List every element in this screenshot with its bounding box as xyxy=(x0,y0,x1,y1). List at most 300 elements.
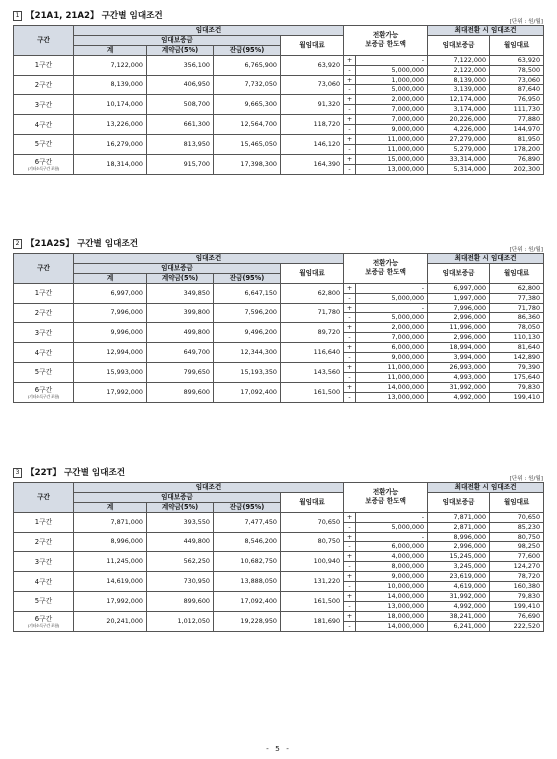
header-total: 계 xyxy=(74,502,147,512)
minus-sign-cell: - xyxy=(344,144,356,154)
table-row xyxy=(14,75,544,85)
max-deposit-cell: 7,122,000 xyxy=(428,55,490,65)
minus-sign-cell: - xyxy=(344,542,356,552)
minus-sign-cell: - xyxy=(344,353,356,363)
unit-label: [단위 : 원/월] xyxy=(509,19,543,25)
deposit-total-cell: 17,992,000 xyxy=(74,591,147,611)
minus-sign-cell: - xyxy=(344,313,356,323)
minus-sign-cell: - xyxy=(344,582,356,592)
gu-note: (기타소득구간 포함) xyxy=(27,165,60,171)
max-deposit-cell: 4,992,000 xyxy=(428,392,490,402)
deposit-total-cell: 11,245,000 xyxy=(74,552,147,572)
conversion-amount-cell: 14,000,000 xyxy=(356,382,428,392)
balance-cell: 13,888,050 xyxy=(214,572,281,592)
minus-sign-cell: - xyxy=(344,372,356,382)
max-rent-cell: 77,600 xyxy=(490,552,544,562)
plus-sign-cell: + xyxy=(344,323,356,333)
max-rent-cell: 80,750 xyxy=(490,532,544,542)
conversion-amount-cell: 11,000,000 xyxy=(356,372,428,382)
table-row xyxy=(14,303,544,313)
deposit-total-cell: 7,996,000 xyxy=(74,303,147,323)
gu-note: (기타소득구간 포함) xyxy=(27,393,60,399)
table-row xyxy=(14,343,544,353)
max-deposit-cell: 38,241,000 xyxy=(428,611,490,621)
contract-cell: 499,800 xyxy=(147,323,214,343)
header-max-conversion: 최대전환 시 임대조건 xyxy=(428,483,544,493)
max-deposit-cell: 3,994,000 xyxy=(428,353,490,363)
max-rent-cell: 79,390 xyxy=(490,362,544,372)
max-rent-cell: 76,890 xyxy=(490,154,544,164)
plus-sign-cell: + xyxy=(344,115,356,125)
lease-conditions-table xyxy=(13,25,544,175)
max-rent-cell: 110,130 xyxy=(490,333,544,343)
max-deposit-cell: 31,992,000 xyxy=(428,382,490,392)
deposit-total-cell: 15,993,000 xyxy=(74,362,147,382)
deposit-total-cell: 8,139,000 xyxy=(74,75,147,95)
max-rent-cell: 175,640 xyxy=(490,372,544,382)
max-rent-cell: 160,380 xyxy=(490,582,544,592)
deposit-total-cell: 10,174,000 xyxy=(74,95,147,115)
max-deposit-cell: 6,997,000 xyxy=(428,283,490,293)
conversion-amount-cell: - xyxy=(356,283,428,293)
table-row xyxy=(14,512,544,522)
deposit-total-cell: 9,996,000 xyxy=(74,323,147,343)
gu-label: 1구간 xyxy=(34,61,53,70)
max-deposit-cell: 31,992,000 xyxy=(428,591,490,601)
contract-cell: 1,012,050 xyxy=(147,611,214,631)
contract-cell: 915,700 xyxy=(147,154,214,174)
section-title xyxy=(13,9,163,21)
section-1 xyxy=(13,9,543,175)
section-title-text: 【21A2S】 구간별 임대조건 xyxy=(26,239,139,249)
contract-cell: 349,850 xyxy=(147,283,214,303)
header-monthly-rent: 월임대료 xyxy=(281,35,344,55)
header-max-deposit: 임대보증금 xyxy=(428,492,490,512)
balance-cell: 17,092,400 xyxy=(214,382,281,402)
rent-cell: 146,120 xyxy=(281,134,344,154)
max-deposit-cell: 12,174,000 xyxy=(428,95,490,105)
gu-cell xyxy=(14,154,74,174)
rent-cell: 143,560 xyxy=(281,362,344,382)
conversion-amount-cell: - xyxy=(356,532,428,542)
contract-cell: 661,300 xyxy=(147,115,214,135)
max-deposit-cell: 27,279,000 xyxy=(428,134,490,144)
gu-label: 1구간 xyxy=(34,518,53,527)
header-gu: 구간 xyxy=(14,254,74,284)
header-lease-conditions: 임대조건 xyxy=(74,26,344,36)
balance-cell: 10,682,750 xyxy=(214,552,281,572)
plus-sign-cell: + xyxy=(344,134,356,144)
table-row xyxy=(14,115,544,125)
gu-label: 5구간 xyxy=(34,368,53,377)
plus-sign-cell: + xyxy=(344,303,356,313)
plus-sign-cell: + xyxy=(344,154,356,164)
rent-cell: 118,720 xyxy=(281,115,344,135)
gu-cell xyxy=(14,343,74,363)
contract-cell: 449,800 xyxy=(147,532,214,552)
plus-sign-cell: + xyxy=(344,532,356,542)
balance-cell: 17,398,300 xyxy=(214,154,281,174)
max-rent-cell: 62,800 xyxy=(490,283,544,293)
max-rent-cell: 98,250 xyxy=(490,542,544,552)
balance-cell: 8,546,200 xyxy=(214,532,281,552)
minus-sign-cell: - xyxy=(344,333,356,343)
table-row xyxy=(14,134,544,144)
gu-cell xyxy=(14,115,74,135)
conversion-amount-cell: 11,000,000 xyxy=(356,134,428,144)
deposit-total-cell: 12,994,000 xyxy=(74,343,147,363)
minus-sign-cell: - xyxy=(344,125,356,135)
gu-cell xyxy=(14,512,74,532)
gu-label: 3구간 xyxy=(34,328,53,337)
minus-sign-cell: - xyxy=(344,562,356,572)
rent-cell: 116,640 xyxy=(281,343,344,363)
max-rent-cell: 111,730 xyxy=(490,105,544,115)
max-deposit-cell: 4,992,000 xyxy=(428,601,490,611)
header-conversion-limit: 전환가능 보증금 한도액 xyxy=(344,254,428,284)
header-balance: 잔금(95%) xyxy=(214,273,281,283)
header-balance: 잔금(95%) xyxy=(214,502,281,512)
balance-cell: 19,228,950 xyxy=(214,611,281,631)
max-deposit-cell: 8,139,000 xyxy=(428,75,490,85)
balance-cell: 9,496,200 xyxy=(214,323,281,343)
conversion-amount-cell: 13,000,000 xyxy=(356,392,428,402)
rent-cell: 70,650 xyxy=(281,512,344,532)
max-deposit-cell: 4,619,000 xyxy=(428,582,490,592)
gu-label: 4구간 xyxy=(34,348,53,357)
conversion-amount-cell: 7,000,000 xyxy=(356,115,428,125)
gu-label: 6구간 xyxy=(34,157,53,166)
max-deposit-cell: 7,871,000 xyxy=(428,512,490,522)
minus-sign-cell: - xyxy=(344,522,356,532)
header-conversion-limit: 전환가능 보증금 한도액 xyxy=(344,26,428,56)
gu-cell xyxy=(14,303,74,323)
section-number-box: 1 xyxy=(13,11,22,21)
deposit-total-cell: 7,122,000 xyxy=(74,55,147,75)
max-rent-cell: 87,640 xyxy=(490,85,544,95)
section-title xyxy=(13,237,138,249)
conversion-amount-cell: 11,000,000 xyxy=(356,144,428,154)
max-deposit-cell: 11,996,000 xyxy=(428,323,490,333)
contract-cell: 730,950 xyxy=(147,572,214,592)
max-rent-cell: 202,300 xyxy=(490,164,544,174)
max-deposit-cell: 6,241,000 xyxy=(428,621,490,631)
contract-cell: 799,650 xyxy=(147,362,214,382)
max-rent-cell: 77,880 xyxy=(490,115,544,125)
header-lease-conditions: 임대조건 xyxy=(74,483,344,493)
contract-cell: 399,800 xyxy=(147,303,214,323)
gu-cell xyxy=(14,134,74,154)
max-deposit-cell: 2,996,000 xyxy=(428,333,490,343)
plus-sign-cell: + xyxy=(344,55,356,65)
minus-sign-cell: - xyxy=(344,164,356,174)
contract-cell: 508,700 xyxy=(147,95,214,115)
gu-label: 2구간 xyxy=(34,537,53,546)
balance-cell: 9,665,300 xyxy=(214,95,281,115)
gu-cell xyxy=(14,283,74,303)
header-lease-conditions: 임대조건 xyxy=(74,254,344,264)
rent-cell: 63,920 xyxy=(281,55,344,75)
gu-label: 4구간 xyxy=(34,120,53,129)
conversion-amount-cell: 18,000,000 xyxy=(356,611,428,621)
gu-label: 2구간 xyxy=(34,308,53,317)
header-total: 계 xyxy=(74,273,147,283)
table-row xyxy=(14,154,544,164)
plus-sign-cell: + xyxy=(344,343,356,353)
max-deposit-cell: 20,226,000 xyxy=(428,115,490,125)
header-max-monthly-rent: 월임대료 xyxy=(490,35,544,55)
max-deposit-cell: 7,996,000 xyxy=(428,303,490,313)
balance-cell: 15,465,050 xyxy=(214,134,281,154)
max-rent-cell: 78,500 xyxy=(490,65,544,75)
conversion-amount-cell: 2,000,000 xyxy=(356,323,428,333)
max-rent-cell: 144,970 xyxy=(490,125,544,135)
deposit-total-cell: 13,226,000 xyxy=(74,115,147,135)
deposit-total-cell: 20,241,000 xyxy=(74,611,147,631)
max-rent-cell: 142,890 xyxy=(490,353,544,363)
minus-sign-cell: - xyxy=(344,293,356,303)
conversion-amount-cell: 9,000,000 xyxy=(356,125,428,135)
max-rent-cell: 124,270 xyxy=(490,562,544,572)
max-deposit-cell: 4,993,000 xyxy=(428,372,490,382)
rent-cell: 73,060 xyxy=(281,75,344,95)
balance-cell: 17,092,400 xyxy=(214,591,281,611)
conversion-amount-cell: - xyxy=(356,512,428,522)
rent-cell: 161,500 xyxy=(281,591,344,611)
gu-label: 6구간 xyxy=(34,385,53,394)
header-conversion-limit: 전환가능 보증금 한도액 xyxy=(344,483,428,513)
gu-note: (기타소득구간 포함) xyxy=(27,622,60,628)
table-row xyxy=(14,55,544,65)
conversion-amount-cell: 2,000,000 xyxy=(356,95,428,105)
max-deposit-cell: 5,314,000 xyxy=(428,164,490,174)
gu-label: 4구간 xyxy=(34,577,53,586)
max-deposit-cell: 3,245,000 xyxy=(428,562,490,572)
conversion-amount-cell: 6,000,000 xyxy=(356,542,428,552)
gu-label: 2구간 xyxy=(34,80,53,89)
max-rent-cell: 81,640 xyxy=(490,343,544,353)
plus-sign-cell: + xyxy=(344,611,356,621)
deposit-total-cell: 18,314,000 xyxy=(74,154,147,174)
max-deposit-cell: 2,122,000 xyxy=(428,65,490,75)
minus-sign-cell: - xyxy=(344,392,356,402)
conversion-amount-cell: 5,000,000 xyxy=(356,65,428,75)
minus-sign-cell: - xyxy=(344,621,356,631)
contract-cell: 899,600 xyxy=(147,591,214,611)
deposit-total-cell: 14,619,000 xyxy=(74,572,147,592)
lease-conditions-table xyxy=(13,253,544,403)
max-rent-cell: 86,360 xyxy=(490,313,544,323)
balance-cell: 7,596,200 xyxy=(214,303,281,323)
deposit-total-cell: 16,279,000 xyxy=(74,134,147,154)
conversion-amount-cell: 7,000,000 xyxy=(356,105,428,115)
table-row xyxy=(14,283,544,293)
plus-sign-cell: + xyxy=(344,283,356,293)
plus-sign-cell: + xyxy=(344,512,356,522)
conversion-amount-cell: 10,000,000 xyxy=(356,582,428,592)
gu-label: 5구간 xyxy=(34,140,53,149)
minus-sign-cell: - xyxy=(344,85,356,95)
conversion-amount-cell: 14,000,000 xyxy=(356,621,428,631)
rent-cell: 71,780 xyxy=(281,303,344,323)
conversion-amount-cell: 5,000,000 xyxy=(356,313,428,323)
table-row xyxy=(14,382,544,392)
header-contract: 계약금(5%) xyxy=(147,45,214,55)
max-deposit-cell: 26,993,000 xyxy=(428,362,490,372)
max-rent-cell: 199,410 xyxy=(490,601,544,611)
unit-label: [단위 : 원/월] xyxy=(509,476,543,482)
plus-sign-cell: + xyxy=(344,552,356,562)
max-deposit-cell: 5,279,000 xyxy=(428,144,490,154)
conversion-amount-cell: 9,000,000 xyxy=(356,572,428,582)
gu-cell xyxy=(14,552,74,572)
contract-cell: 393,550 xyxy=(147,512,214,532)
table-row xyxy=(14,95,544,105)
section-title-text: 【21A1, 21A2】 구간별 임대조건 xyxy=(26,11,163,21)
max-rent-cell: 79,830 xyxy=(490,382,544,392)
gu-cell xyxy=(14,572,74,592)
plus-sign-cell: + xyxy=(344,75,356,85)
max-deposit-cell: 23,619,000 xyxy=(428,572,490,582)
conversion-amount-cell: 9,000,000 xyxy=(356,353,428,363)
table-row xyxy=(14,323,544,333)
contract-cell: 406,950 xyxy=(147,75,214,95)
balance-cell: 15,193,350 xyxy=(214,362,281,382)
gu-cell xyxy=(14,75,74,95)
contract-cell: 899,600 xyxy=(147,382,214,402)
lease-conditions-table xyxy=(13,482,544,632)
max-deposit-cell: 8,996,000 xyxy=(428,532,490,542)
header-contract: 계약금(5%) xyxy=(147,502,214,512)
table-row xyxy=(14,552,544,562)
conversion-amount-cell: 7,000,000 xyxy=(356,333,428,343)
header-deposit-group: 임대보증금 xyxy=(74,35,281,45)
plus-sign-cell: + xyxy=(344,95,356,105)
max-rent-cell: 77,380 xyxy=(490,293,544,303)
gu-cell xyxy=(14,362,74,382)
max-rent-cell: 78,050 xyxy=(490,323,544,333)
balance-cell: 6,647,150 xyxy=(214,283,281,303)
rent-cell: 89,720 xyxy=(281,323,344,343)
max-rent-cell: 81,950 xyxy=(490,134,544,144)
gu-label: 1구간 xyxy=(34,289,53,298)
section-title xyxy=(13,466,125,478)
header-max-monthly-rent: 월임대료 xyxy=(490,263,544,283)
max-rent-cell: 222,520 xyxy=(490,621,544,631)
contract-cell: 356,100 xyxy=(147,55,214,75)
conversion-amount-cell: 14,000,000 xyxy=(356,591,428,601)
max-deposit-cell: 15,245,000 xyxy=(428,552,490,562)
max-deposit-cell: 4,226,000 xyxy=(428,125,490,135)
header-max-deposit: 임대보증금 xyxy=(428,35,490,55)
max-rent-cell: 76,690 xyxy=(490,611,544,621)
rent-cell: 161,500 xyxy=(281,382,344,402)
conversion-amount-cell: 5,000,000 xyxy=(356,85,428,95)
conversion-amount-cell: 5,000,000 xyxy=(356,522,428,532)
max-rent-cell: 71,780 xyxy=(490,303,544,313)
plus-sign-cell: + xyxy=(344,591,356,601)
max-deposit-cell: 2,996,000 xyxy=(428,542,490,552)
header-max-conversion: 최대전환 시 임대조건 xyxy=(428,26,544,36)
gu-cell xyxy=(14,382,74,402)
conversion-amount-cell: 5,000,000 xyxy=(356,293,428,303)
table-row xyxy=(14,591,544,601)
section-title-text: 【22T】 구간별 임대조건 xyxy=(26,468,126,478)
max-rent-cell: 85,230 xyxy=(490,522,544,532)
max-deposit-cell: 2,996,000 xyxy=(428,313,490,323)
gu-cell xyxy=(14,611,74,631)
balance-cell: 7,477,450 xyxy=(214,512,281,532)
section-3 xyxy=(13,466,543,632)
gu-cell xyxy=(14,532,74,552)
section-number-box: 3 xyxy=(13,468,22,478)
page-number: - 5 - xyxy=(266,744,291,753)
conversion-amount-cell: 6,000,000 xyxy=(356,343,428,353)
rent-cell: 62,800 xyxy=(281,283,344,303)
gu-label: 3구간 xyxy=(34,557,53,566)
gu-label: 3구간 xyxy=(34,100,53,109)
unit-label: [단위 : 원/월] xyxy=(509,247,543,253)
max-deposit-cell: 3,174,000 xyxy=(428,105,490,115)
deposit-total-cell: 6,997,000 xyxy=(74,283,147,303)
table-row xyxy=(14,572,544,582)
section-2 xyxy=(13,237,543,403)
plus-sign-cell: + xyxy=(344,382,356,392)
deposit-total-cell: 8,996,000 xyxy=(74,532,147,552)
max-deposit-cell: 18,994,000 xyxy=(428,343,490,353)
conversion-amount-cell: 1,000,000 xyxy=(356,75,428,85)
max-rent-cell: 178,200 xyxy=(490,144,544,154)
rent-cell: 181,690 xyxy=(281,611,344,631)
plus-sign-cell: + xyxy=(344,362,356,372)
gu-label: 5구간 xyxy=(34,597,53,606)
gu-cell xyxy=(14,591,74,611)
minus-sign-cell: - xyxy=(344,105,356,115)
conversion-amount-cell: - xyxy=(356,303,428,313)
gu-cell xyxy=(14,323,74,343)
table-row xyxy=(14,532,544,542)
balance-cell: 7,732,050 xyxy=(214,75,281,95)
header-gu: 구간 xyxy=(14,483,74,513)
conversion-amount-cell: 8,000,000 xyxy=(356,562,428,572)
plus-sign-cell: + xyxy=(344,572,356,582)
max-rent-cell: 78,720 xyxy=(490,572,544,582)
rent-cell: 100,940 xyxy=(281,552,344,572)
contract-cell: 562,250 xyxy=(147,552,214,572)
conversion-amount-cell: 13,000,000 xyxy=(356,164,428,174)
gu-cell xyxy=(14,55,74,75)
header-gu: 구간 xyxy=(14,26,74,56)
max-rent-cell: 76,950 xyxy=(490,95,544,105)
gu-cell xyxy=(14,95,74,115)
header-deposit-group: 임대보증금 xyxy=(74,263,281,273)
header-deposit-group: 임대보증금 xyxy=(74,492,281,502)
header-monthly-rent: 월임대료 xyxy=(281,263,344,283)
header-contract: 계약금(5%) xyxy=(147,273,214,283)
balance-cell: 12,344,300 xyxy=(214,343,281,363)
max-rent-cell: 70,650 xyxy=(490,512,544,522)
max-rent-cell: 63,920 xyxy=(490,55,544,65)
deposit-total-cell: 7,871,000 xyxy=(74,512,147,532)
rent-cell: 131,220 xyxy=(281,572,344,592)
minus-sign-cell: - xyxy=(344,601,356,611)
rent-cell: 91,320 xyxy=(281,95,344,115)
max-rent-cell: 79,830 xyxy=(490,591,544,601)
max-deposit-cell: 33,314,000 xyxy=(428,154,490,164)
conversion-amount-cell: 13,000,000 xyxy=(356,601,428,611)
contract-cell: 649,700 xyxy=(147,343,214,363)
deposit-total-cell: 17,992,000 xyxy=(74,382,147,402)
